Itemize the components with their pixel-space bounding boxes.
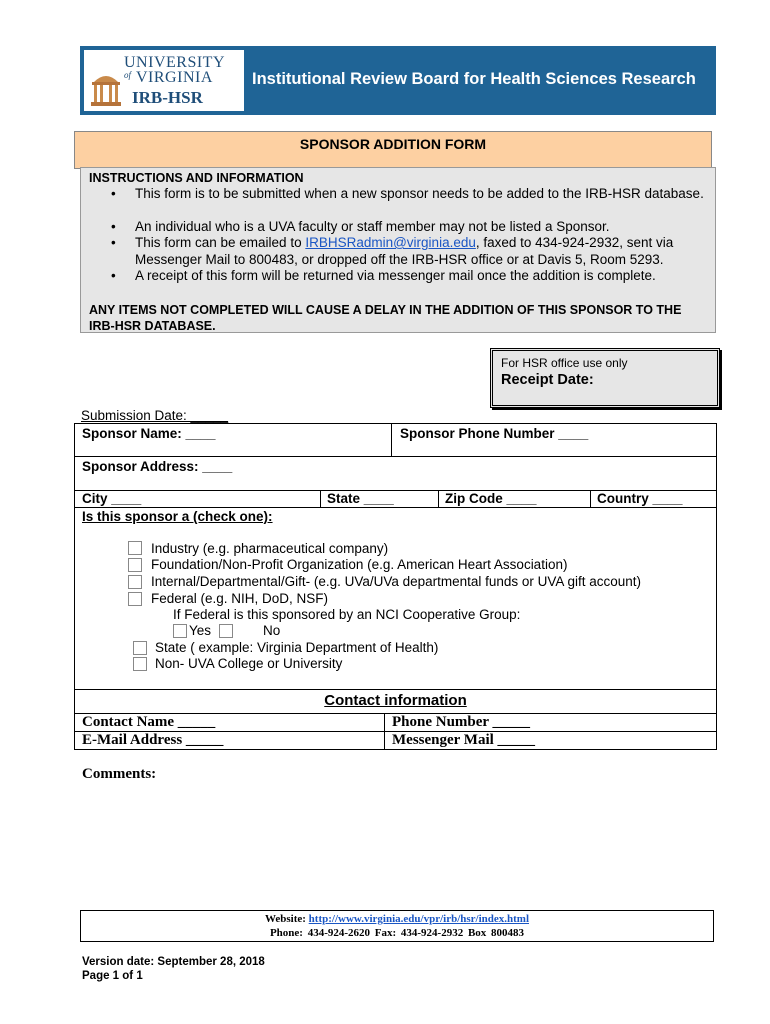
nci-no-checkbox[interactable] [219, 624, 233, 638]
comments-area[interactable] [82, 788, 712, 898]
logo-irb-text: IRB-HSR [132, 88, 203, 107]
internal-checkbox[interactable] [128, 575, 142, 589]
contact-email-label: E-Mail Address _____ [82, 732, 224, 748]
bullet-icon: • [111, 235, 116, 250]
submission-date-field[interactable]: Submission Date: _____ [81, 408, 229, 423]
website-label: Website: [264, 913, 309, 925]
nci-question: If Federal is this sponsored by an NCI Cooperative Group: [173, 607, 521, 622]
comments-label: Comments: [82, 766, 157, 782]
nci-yes-checkbox[interactable] [173, 624, 187, 638]
instruction-bullet-4 [111, 268, 705, 285]
instruction-text-2: An individual who is a UVA faculty or staff member may not be listed a Sponsor. [135, 219, 610, 234]
contact-phone-cell[interactable] [384, 713, 717, 732]
contact-name-cell[interactable] [74, 713, 385, 732]
instruction-bullet-3 [111, 235, 705, 268]
sponsor-type-section [74, 507, 717, 690]
nci-yes-label: Yes [189, 623, 212, 638]
state-checkbox[interactable] [133, 641, 147, 655]
instructions-heading: INSTRUCTIONS AND INFORMATION [89, 171, 304, 185]
logo-virginia-text: VIRGINIA [136, 69, 213, 86]
bullet-icon: • [111, 186, 116, 201]
uva-logo [84, 50, 244, 111]
messenger-mail-cell[interactable] [384, 731, 717, 750]
website-link[interactable]: http://www.virginia.edu/vpr/irb/hsr/index.html [308, 913, 530, 925]
foundation-option-label: Foundation/Non-Profit Organization (e.g. American Heart Association) [151, 557, 568, 572]
form-title-bar [74, 131, 712, 169]
industry-option-label: Industry (e.g. pharmaceutical company) [151, 541, 389, 556]
bullet-icon: • [111, 268, 116, 283]
sponsor-phone-cell[interactable] [391, 423, 717, 457]
sponsor-phone-label: Sponsor Phone Number ____ [400, 426, 589, 441]
country-label: Country ____ [597, 491, 683, 506]
messenger-mail-label: Messenger Mail _____ [392, 732, 536, 748]
non-uva-checkbox[interactable] [133, 657, 147, 671]
federal-checkbox[interactable] [128, 592, 142, 606]
footer-box [80, 910, 714, 942]
country-cell[interactable] [590, 490, 717, 508]
state-label: State ____ [327, 491, 394, 506]
delay-warning: ANY ITEMS NOT COMPLETED WILL CAUSE A DELAY IN THE ADDITION OF THIS SPONSOR TO THE IRB-HSR DATABASE. [89, 303, 682, 333]
state-option-label: State ( example: Virginia Department of Health) [155, 640, 439, 655]
instruction-text-1: This form is to be submitted when a new sponsor needs to be added to the IRB-HSR database. [135, 186, 704, 201]
sponsor-type-label: Is this sponsor a (check one): [82, 509, 273, 524]
city-cell[interactable] [74, 490, 321, 508]
logo-of-text: of [124, 70, 132, 80]
federal-option-label: Federal (e.g. NIH, DoD, NSF) [151, 591, 329, 606]
nci-no-label: No [263, 623, 281, 638]
page-number: Page 1 of 1 [82, 970, 143, 982]
office-use-note: For HSR office use only [501, 356, 628, 370]
bullet-icon: • [111, 219, 116, 234]
footer-website-line [81, 913, 713, 925]
form-title: SPONSOR ADDITION FORM [299, 136, 487, 152]
zip-label: Zip Code ____ [445, 491, 537, 506]
rotunda-icon [90, 68, 122, 106]
contact-phone-label: Phone Number _____ [392, 714, 531, 730]
contact-heading-cell [74, 689, 717, 714]
contact-name-label: Contact Name _____ [82, 714, 216, 730]
non-uva-option-label: Non- UVA College or University [155, 656, 343, 671]
instruction-text-3a: This form can be emailed to [135, 235, 306, 250]
banner-title: Institutional Review Board for Health Sciences Research [252, 70, 696, 88]
instructions-box [80, 167, 716, 333]
version-date: Version date: September 28, 2018 [82, 956, 265, 968]
state-cell[interactable] [320, 490, 439, 508]
sponsor-name-label: Sponsor Name: ____ [82, 426, 216, 441]
header-banner [80, 46, 716, 115]
zip-cell[interactable] [438, 490, 591, 508]
internal-option-label: Internal/Departmental/Gift- (e.g. UVa/UVa departmental funds or UVA gift account) [151, 574, 641, 589]
city-label: City ____ [82, 491, 142, 506]
logo-university-text: UNIVERSITY [124, 54, 225, 71]
receipt-date-label: Receipt Date: [501, 372, 594, 388]
foundation-checkbox[interactable] [128, 558, 142, 572]
office-use-box [490, 348, 720, 408]
industry-checkbox[interactable] [128, 541, 142, 555]
contact-heading: Contact information [324, 692, 467, 709]
sponsor-address-cell[interactable] [74, 456, 717, 491]
instruction-text-3b: , faxed to 434-924-2932, sent via Messenger Mail to 800483, or dropped off the IRB-HSR office or at Davis 5, Room 5293. [135, 235, 674, 267]
email-link[interactable]: IRBHSRadmin@virginia.edu [305, 235, 476, 250]
instruction-text-4: A receipt of this form will be returned via messenger mail once the addition is complete. [135, 268, 656, 283]
contact-email-cell[interactable] [74, 731, 385, 750]
footer-phone-line: Phone: 434-924-2620 Fax: 434-924-2932 Box 800483 [269, 927, 525, 939]
sponsor-address-label: Sponsor Address: ____ [82, 459, 233, 474]
instruction-bullet-2 [111, 219, 705, 236]
instruction-bullet-1 [111, 186, 705, 203]
sponsor-name-cell[interactable] [74, 423, 392, 457]
